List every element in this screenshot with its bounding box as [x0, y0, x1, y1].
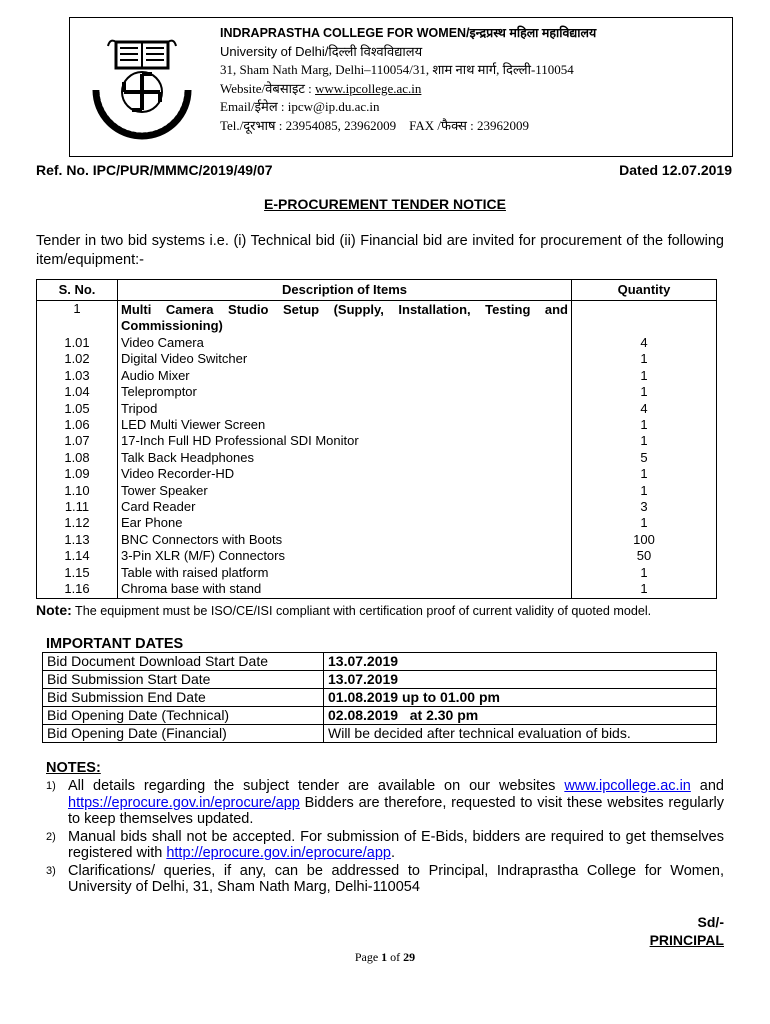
note-label: Note:	[36, 602, 72, 618]
row-description: Chroma base with stand	[118, 581, 572, 598]
page-footer	[0, 950, 770, 965]
table-row	[37, 433, 717, 449]
row-description: Telepromptor	[118, 384, 572, 400]
date-label: Bid Opening Date (Financial)	[43, 725, 324, 743]
date-label: Bid Document Download Start Date	[43, 653, 324, 671]
row-description: Video Recorder-HD	[118, 466, 572, 482]
row-description: Tower Speaker	[118, 483, 572, 499]
table-row	[37, 351, 717, 367]
signature-principal: PRINCIPAL	[649, 932, 724, 948]
table-row	[37, 499, 717, 515]
row-description: Tripod	[118, 401, 572, 417]
date-label: Bid Submission Start Date	[43, 671, 324, 689]
row-description: LED Multi Viewer Screen	[118, 417, 572, 433]
row-quantity: 1	[572, 565, 717, 581]
table-row	[37, 401, 717, 417]
phone-fax-line	[220, 117, 596, 136]
intro-paragraph: Tender in two bid systems i.e. (i) Technical bid (ii) Financial bid are invited for procurement of the following item/equipment:-	[36, 233, 724, 268]
table-row	[37, 581, 717, 598]
notice-title: E-PROCUREMENT TENDER NOTICE	[264, 196, 506, 212]
letterhead-text	[220, 24, 596, 136]
list-number: 2)	[46, 830, 56, 843]
date-value: 02.08.2019 at 2.30 pm	[324, 707, 717, 725]
date-label: Bid Opening Date (Technical)	[43, 707, 324, 725]
fax: FAX /फैक्स : 23962009	[409, 117, 529, 133]
note-2-text-b: .	[390, 845, 395, 861]
row-sno: 1.09	[37, 466, 118, 482]
table-row	[43, 689, 717, 707]
row-description: Audio Mixer	[118, 368, 572, 384]
row-quantity: 4	[572, 335, 717, 351]
row-quantity: 3	[572, 499, 717, 515]
row-sno: 1.15	[37, 565, 118, 581]
row-quantity: 4	[572, 401, 717, 417]
website-link[interactable]: www.ipcollege.ac.in	[315, 80, 422, 96]
date-value: 01.08.2019 up to 01.00 pm	[324, 689, 717, 707]
important-dates-title: IMPORTANT DATES	[46, 636, 184, 652]
table-row	[37, 417, 717, 433]
date-value: Will be decided after technical evaluation of bids.	[324, 725, 717, 743]
notice-date: Dated 12.07.2019	[619, 162, 732, 178]
row-quantity: 1	[572, 433, 717, 449]
signature-block	[650, 913, 724, 949]
important-dates-table	[42, 652, 717, 743]
items-table-header	[37, 280, 717, 301]
college-logo-emblem	[86, 32, 198, 144]
college-name: INDRAPRASTHA COLLEGE FOR WOMEN/इन्द्रप्रस्थ महिला महाविद्यालय	[220, 26, 597, 40]
row-sno: 1.05	[37, 401, 118, 417]
table-row	[37, 548, 717, 564]
table-row	[37, 368, 717, 384]
row-description: Table with raised platform	[118, 565, 572, 581]
table-row	[37, 565, 717, 581]
date-value: 13.07.2019	[324, 671, 717, 689]
row-description: Digital Video Switcher	[118, 351, 572, 367]
row-sno: 1.06	[37, 417, 118, 433]
table-row	[43, 671, 717, 689]
college-address: 31, Sham Nath Marg, Delhi–110054/31, शाम नाथ मार्ग, दिल्ली-110054	[220, 62, 574, 78]
row-sno: 1.08	[37, 450, 118, 466]
note-2-text-a: Manual bids shall not be accepted. For submission of E-Bids, bidders are required to get themselves registered with	[68, 828, 724, 861]
table-row	[37, 483, 717, 499]
signature-sd: Sd/-	[697, 914, 724, 930]
header-quantity: Quantity	[572, 280, 717, 301]
page-number: 1	[381, 950, 388, 964]
row-sno: 1.12	[37, 515, 118, 531]
of-word: of	[387, 950, 404, 964]
group-description: Multi Camera Studio Setup (Supply, Installation, Testing and Commissioning)	[118, 301, 572, 336]
row-quantity: 1	[572, 368, 717, 384]
letterhead	[69, 17, 733, 157]
list-number: 1)	[46, 780, 56, 792]
list-item	[46, 778, 724, 828]
note-3-text: Clarifications/ queries, if any, can be addressed to Principal, Indraprastha College for Women, University of Delhi, 31, Sham Nath Marg, Delhi-110054	[68, 862, 724, 895]
table-row	[37, 335, 717, 351]
row-description: Card Reader	[118, 499, 572, 515]
compliance-note	[36, 602, 651, 618]
page-total: 29	[403, 950, 416, 964]
row-sno: 1.11	[37, 499, 118, 515]
row-quantity: 1	[572, 351, 717, 367]
ipcollege-link[interactable]: www.ipcollege.ac.in	[564, 778, 691, 794]
row-quantity: 1	[572, 515, 717, 531]
list-item	[46, 829, 724, 862]
header-description: Description of Items	[118, 280, 572, 301]
date-label: Bid Submission End Date	[43, 689, 324, 707]
row-quantity: 1	[572, 483, 717, 499]
row-quantity: 1	[572, 384, 717, 400]
note-text: The equipment must be ISO/CE/ISI compliant with certification proof of current validity of quoted model.	[71, 604, 652, 618]
table-row	[37, 384, 717, 400]
table-row	[37, 532, 717, 548]
row-sno: 1.02	[37, 351, 118, 367]
website-line	[220, 80, 596, 99]
row-quantity: 100	[572, 532, 717, 548]
university-name: University of Delhi/दिल्ली विश्वविद्यालय	[220, 43, 423, 59]
row-sno: 1.14	[37, 548, 118, 564]
list-number: 3)	[46, 864, 56, 877]
row-sno: 1.13	[37, 532, 118, 548]
row-sno: 1.10	[37, 483, 118, 499]
table-row	[37, 450, 717, 466]
telephone: Tel./दूरभाष : 23954085, 23962009	[220, 117, 397, 133]
table-row	[43, 653, 717, 671]
row-sno: 1.04	[37, 384, 118, 400]
row-description: 3-Pin XLR (M/F) Connectors	[118, 548, 572, 564]
row-quantity: 1	[572, 581, 717, 598]
row-description: BNC Connectors with Boots	[118, 532, 572, 548]
eprocure-http-link[interactable]: http://eprocure.gov.in/eprocure/app	[166, 845, 391, 861]
table-row-group	[37, 301, 717, 336]
table-row	[37, 466, 717, 482]
page-word: Page	[354, 950, 382, 964]
notes-title: NOTES:	[46, 760, 101, 776]
row-sno: 1.07	[37, 433, 118, 449]
row-description: Ear Phone	[118, 515, 572, 531]
group-sno: 1	[37, 301, 118, 336]
list-item	[46, 863, 724, 896]
table-row	[43, 707, 717, 725]
row-description: Talk Back Headphones	[118, 450, 572, 466]
eprocure-https-link[interactable]: https://eprocure.gov.in/eprocure/app	[68, 794, 300, 811]
row-sno: 1.16	[37, 581, 118, 598]
note-1-text-c: Bidders are therefore, requested to visit these websites regularly to keep themselves updated.	[68, 794, 724, 827]
group-quantity	[572, 301, 717, 336]
website-label: Website/वेबसाइट :	[220, 80, 316, 96]
table-row	[37, 515, 717, 531]
header-sno: S. No.	[37, 280, 118, 301]
notes-list	[46, 778, 724, 897]
row-quantity: 5	[572, 450, 717, 466]
table-row	[43, 725, 717, 743]
row-quantity: 1	[572, 466, 717, 482]
row-quantity: 1	[572, 417, 717, 433]
row-sno: 1.01	[37, 335, 118, 351]
row-sno: 1.03	[37, 368, 118, 384]
note-1-text-a: All details regarding the subject tender are available on our websites	[68, 778, 565, 794]
row-description: Video Camera	[118, 335, 572, 351]
items-table	[36, 279, 717, 599]
note-1-text-b: and	[690, 778, 724, 794]
reference-number: Ref. No. IPC/PUR/MMMC/2019/49/07	[36, 162, 273, 178]
row-description: 17-Inch Full HD Professional SDI Monitor	[118, 433, 572, 449]
date-value: 13.07.2019	[324, 653, 717, 671]
row-quantity: 50	[572, 548, 717, 564]
email-line: Email/ईमेल : ipcw@ip.du.ac.in	[220, 99, 380, 115]
